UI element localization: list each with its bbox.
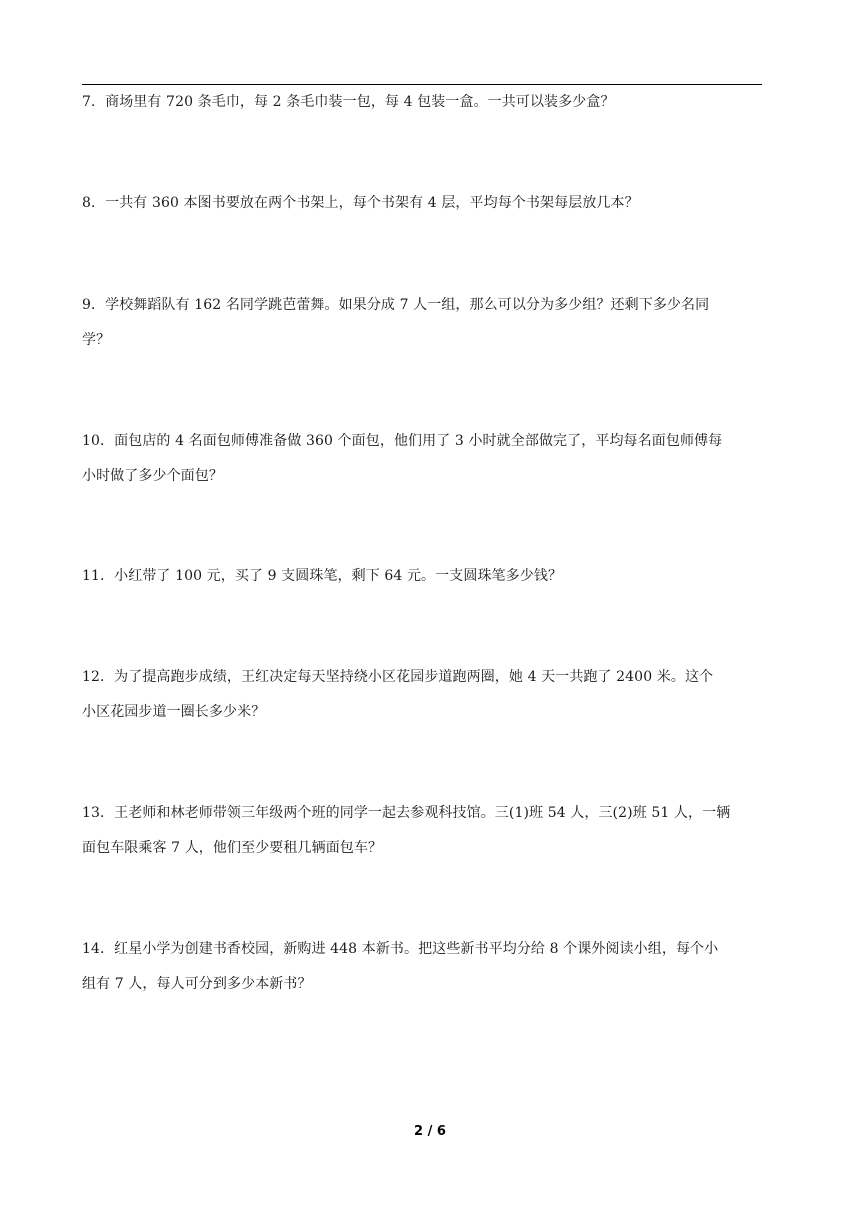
question-line: 7．商场里有 720 条毛巾，每 2 条毛巾装一包，每 4 包装一盒。一共可以装多少盒？ <box>82 94 615 110</box>
question-13 <box>82 796 782 866</box>
question-12 <box>82 660 782 730</box>
question-line: 11．小红带了 100 元，买了 9 支圆珠笔，剩下 64 元。一支圆珠笔多少钱？ <box>82 568 563 584</box>
question-11 <box>82 559 782 594</box>
page-number: 2 / 6 <box>414 1124 446 1139</box>
question-9 <box>82 288 782 358</box>
question-line: 9．学校舞蹈队有 162 名同学跳芭蕾舞。如果分成 7 人一组，那么可以分为多少组？还剩下多少名同 <box>82 297 710 313</box>
question-line: 13．王老师和林老师带领三年级两个班的同学一起去参观科技馆。三(1)班 54 人，三(2)班 51 人，一辆 <box>82 805 731 821</box>
question-line: 小区花园步道一圈长多少米？ <box>82 704 266 720</box>
question-8 <box>82 186 782 221</box>
question-line: 组有 7 人，每人可分到多少本新书？ <box>82 976 312 992</box>
question-10 <box>82 424 782 494</box>
question-14 <box>82 932 782 1002</box>
question-line: 10．面包店的 4 名面包师傅准备做 360 个面包，他们用了 3 小时就全部做完了，平均每名面包师傅每 <box>82 433 723 449</box>
question-7 <box>82 85 782 120</box>
question-line: 小时做了多少个面包？ <box>82 468 223 484</box>
question-line: 12．为了提高跑步成绩，王红决定每天坚持绕小区花园步道跑两圈，她 4 天一共跑了 2400 米。这个 <box>82 669 714 685</box>
question-line: 14．红星小学为创建书香校园，新购进 448 本新书。把这些新书平均分给 8 个课外阅读小组，每个小 <box>82 941 719 957</box>
question-line: 8．一共有 360 本图书要放在两个书架上，每个书架有 4 层，平均每个书架每层放几本？ <box>82 195 639 211</box>
question-line: 学？ <box>82 332 111 348</box>
question-line: 面包车限乘客 7 人，他们至少要租几辆面包车？ <box>82 840 383 856</box>
